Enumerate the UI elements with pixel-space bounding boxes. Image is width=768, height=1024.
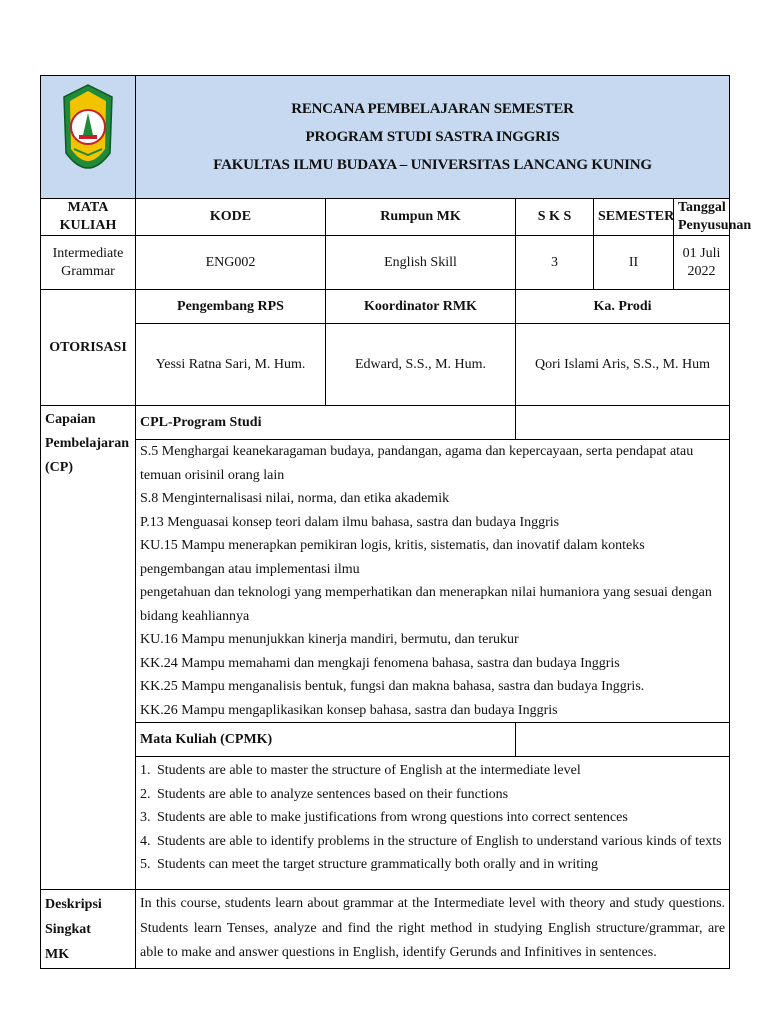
pengembang-name: Yessi Ratna Sari, M. Hum. bbox=[136, 324, 326, 406]
cpmk-item bbox=[140, 830, 725, 854]
cpmk-text: Students are able to master the structure of English at the intermediate level bbox=[157, 763, 581, 779]
document-title-block bbox=[136, 76, 730, 199]
cpl-list bbox=[136, 440, 730, 723]
cpl-item: S.8 Menginternalisasi nilai, norma, dan etika akademik bbox=[140, 491, 450, 507]
cpmk-number: 3. bbox=[140, 810, 151, 826]
cpmk-text: Students are able to analyze sentences based on their functions bbox=[157, 786, 509, 802]
course-date: 01 Juli 2022 bbox=[674, 236, 730, 290]
header-kode: KODE bbox=[136, 199, 326, 236]
kaprodi-name: Qori Islami Aris, S.S., M. Hum bbox=[516, 324, 730, 406]
rps-main-table bbox=[40, 75, 752, 969]
koordinator-name: Edward, S.S., M. Hum. bbox=[326, 324, 516, 406]
cpmk-number: 5. bbox=[140, 857, 151, 873]
header-rumpun: Rumpun MK bbox=[326, 199, 516, 236]
cpmk-list bbox=[136, 757, 730, 890]
course-name bbox=[41, 236, 136, 290]
cpl-title-blank bbox=[516, 406, 730, 440]
capaian-label-line-1: Capaian bbox=[45, 412, 96, 428]
otorisasi-label: OTORISASI bbox=[41, 290, 136, 406]
title-line-2: PROGRAM STUDI SASTRA INGGRIS bbox=[305, 129, 560, 145]
cpmk-item bbox=[140, 853, 725, 877]
cpl-title: CPL-Program Studi bbox=[136, 406, 516, 440]
logo-cell bbox=[41, 76, 136, 199]
header-semester: SEMESTER bbox=[594, 199, 674, 236]
title-line-3: FAKULTAS ILMU BUDAYA – UNIVERSITAS LANCANG KUNING bbox=[213, 157, 652, 173]
cpmk-text: Students are able to identify problems in the structure of English to understand various kinds of texts bbox=[157, 833, 722, 849]
course-name-line-1: Intermediate bbox=[52, 245, 124, 261]
header-kaprodi: Ka. Prodi bbox=[516, 290, 730, 324]
cpmk-title-blank bbox=[516, 723, 730, 757]
cpl-item: KU.16 Mampu menunjukkan kinerja mandiri, bermutu, dan terukur bbox=[140, 632, 519, 648]
cpl-item: pengetahuan dan teknologi yang memperhatikan dan menerapkan nilai humaniora yang sesuai dengan bidang keahliannya bbox=[140, 585, 712, 624]
course-name-line-2: Grammar bbox=[61, 263, 115, 279]
cpl-item: KU.15 Mampu menerapkan pemikiran logis, kritis, sistematis, dan inovatif dalam konteks pengembangan atau implementasi ilmu bbox=[140, 538, 645, 577]
deskripsi-text: In this course, students learn about grammar at the Intermediate level with theory and study questions. Students learn Tenses, analyze and find the right method in studying English structure/grammar, are able to make and answer questions in English, identify Gerunds and Infinitives in sentences. bbox=[136, 890, 730, 969]
capaian-label bbox=[41, 406, 136, 890]
header-koordinator: Koordinator RMK bbox=[326, 290, 516, 324]
header-mata-kuliah: MATA KULIAH bbox=[41, 199, 136, 236]
header-pengembang: Pengembang RPS bbox=[136, 290, 326, 324]
cpmk-item bbox=[140, 759, 725, 783]
capaian-label-line-2: Pembelajaran bbox=[45, 436, 129, 452]
cpmk-text: Students can meet the target structure grammatically both orally and in writing bbox=[157, 857, 599, 873]
course-sks: 3 bbox=[516, 236, 594, 290]
cpmk-item bbox=[140, 783, 725, 807]
cpl-item: KK.24 Mampu memahami dan mengkaji fenomena bahasa, sastra dan budaya Inggris bbox=[140, 655, 620, 671]
deskripsi-label-line-1: Deskripsi Singkat bbox=[45, 897, 102, 938]
cpmk-number: 1. bbox=[140, 763, 151, 779]
cpl-item: KK.26 Mampu mengaplikasikan konsep bahasa, sastra dan budaya Inggris bbox=[140, 702, 558, 718]
course-code: ENG002 bbox=[136, 236, 326, 290]
course-rumpun: English Skill bbox=[326, 236, 516, 290]
cpmk-item bbox=[140, 806, 725, 830]
course-semester: II bbox=[594, 236, 674, 290]
header-tanggal: Tanggal Penyusunan bbox=[674, 199, 730, 236]
header-sks: S K S bbox=[516, 199, 594, 236]
cpmk-number: 2. bbox=[140, 786, 151, 802]
cpmk-number: 4. bbox=[140, 833, 151, 849]
cpmk-text: Students are able to make justifications from wrong questions into correct sentences bbox=[157, 810, 628, 826]
deskripsi-label-line-2: MK bbox=[45, 947, 70, 963]
deskripsi-label bbox=[41, 890, 136, 969]
cpl-item: KK.25 Mampu menganalisis bentuk, fungsi dan makna bahasa, sastra dan budaya Inggris. bbox=[140, 679, 645, 695]
title-line-1: RENCANA PEMBELAJARAN SEMESTER bbox=[291, 101, 574, 117]
university-logo-icon bbox=[60, 83, 116, 185]
cpl-item: P.13 Menguasai konsep teori dalam ilmu bahasa, sastra dan budaya Inggris bbox=[140, 514, 560, 530]
capaian-label-line-3: (CP) bbox=[45, 460, 73, 476]
rps-page bbox=[40, 75, 752, 969]
cpmk-title: Mata Kuliah (CPMK) bbox=[136, 723, 516, 757]
cpl-item: S.5 Menghargai keanekaragaman budaya, pandangan, agama dan kepercayaan, serta pendapat atau temuan orisinil orang lain bbox=[140, 444, 694, 483]
